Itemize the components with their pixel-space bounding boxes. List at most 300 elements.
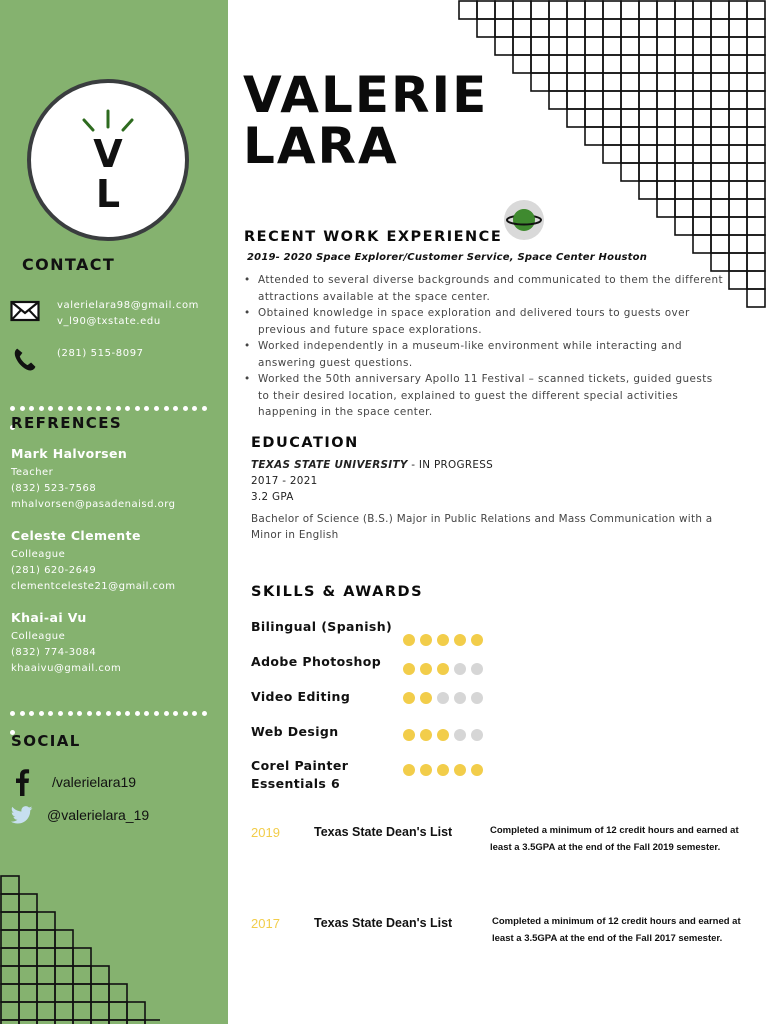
award-year: 2017 [251,916,280,931]
divider-dot [202,711,207,716]
divider-dot [96,406,101,411]
work-bullet: • Obtained knowledge in space exploration and delivered tours to guests over previous and future space explorations. [244,305,724,338]
contact-email-row [10,298,199,330]
grid-cell [19,930,37,948]
rating-dot-filled [471,634,483,646]
grid-cell [621,19,639,37]
grid-cell [747,1,765,19]
grid-cell [19,1020,37,1024]
grid-cell [37,1002,55,1020]
divider-dot [10,711,15,716]
rating-dot-filled [420,692,432,704]
grid-cell [693,127,711,145]
divider-dot [116,711,121,716]
contact-email-secondary[interactable]: v_l90@txstate.edu [57,316,161,327]
divider-dot [77,711,82,716]
grid-cell [585,91,603,109]
divider-dot [48,711,53,716]
grid-cell [91,1002,109,1020]
rating-dot-filled [437,663,449,675]
grid-cell [657,109,675,127]
grid-cell [73,984,91,1002]
grid-cell [729,19,747,37]
grid-cell [747,235,765,253]
grid-cell [639,1,657,19]
grid-cell [747,217,765,235]
sparkle-icon [78,105,138,135]
grid-cell [711,73,729,91]
grid-cell [729,163,747,181]
grid-cell [657,127,675,145]
divider-dot [96,711,101,716]
facebook-handle: /valerielara19 [52,774,137,790]
grid-cell [711,127,729,145]
grid-cell [675,181,693,199]
grid-cell [639,109,657,127]
skill-name: Adobe Photoshop [251,654,382,669]
work-bullet: • Worked independently in a museum-like environment while interacting and answering guest questions. [244,338,724,371]
rating-dot-filled [454,634,466,646]
grid-cell [675,163,693,181]
grid-cell [693,235,711,253]
grid-cell [91,1020,109,1024]
grid-cell [675,127,693,145]
reference-role: Colleague [11,631,66,642]
grid-cell [585,37,603,55]
grid-cell [531,73,549,91]
education-heading: EDUCATION [251,435,359,451]
grid-cell [1,930,19,948]
grid-cell [585,109,603,127]
grid-cell [711,19,729,37]
grid-cell [513,55,531,73]
grid-cell [693,55,711,73]
education-degree: Bachelor of Science (B.S.) Major in Public Relations and Mass Communication with a Minor in English [251,513,713,541]
grid-cell [585,55,603,73]
grid-cell [37,966,55,984]
divider-dot [20,711,25,716]
grid-cell [1,1020,19,1024]
rating-dot-empty [454,692,466,704]
grid-cell [747,91,765,109]
award-title: Texas State Dean's List [314,916,453,930]
grid-cell [729,91,747,109]
divider-dot [202,406,207,411]
reference-role: Colleague [11,549,66,560]
grid-cell [711,163,729,181]
divider-dot [68,406,73,411]
grid-cell [585,127,603,145]
grid-cell [585,73,603,91]
rating-dot-empty [471,663,483,675]
grid-cell [91,984,109,1002]
grid-cell [1,912,19,930]
rating-dot-empty [454,729,466,741]
last-name: LARA [243,117,399,175]
grid-cell [567,109,585,127]
award-title: Texas State Dean's List [314,825,453,839]
divider-dot [183,711,188,716]
divider-dot [173,711,178,716]
award-year: 2019 [251,825,280,840]
grid-cell [693,163,711,181]
grid-cell [621,73,639,91]
skill-name: Corel Painter Essentials 6 [251,758,349,791]
grid-cell [37,930,55,948]
divider-dot [58,406,63,411]
grid-cell [639,91,657,109]
grid-cell [37,948,55,966]
school-name: TEXAS STATE UNIVERSITY [251,459,408,471]
dotted-divider [10,396,216,402]
grid-cell [639,37,657,55]
reference-item [11,446,176,513]
grid-cell [675,109,693,127]
divider-dot [144,711,149,716]
divider-dot [164,711,169,716]
grid-cell [549,91,567,109]
grid-cell [729,145,747,163]
divider-dot [87,711,92,716]
divider-dot [29,406,34,411]
grid-cell [73,1002,91,1020]
grid-cell [621,91,639,109]
grid-cell [657,73,675,91]
grid-cell [747,145,765,163]
grid-cell [693,217,711,235]
work-bullet: • Worked the 50th anniversary Apollo 11 Festival – scanned tickets, guided guests to their desired location, explained to guest the different special activities happening in the space center. [244,371,724,421]
sidebar [0,0,228,1024]
grid-cell [711,1,729,19]
facebook-link[interactable] [14,768,136,796]
grid-cell [603,145,621,163]
grid-cell [91,966,109,984]
grid-cell [567,1,585,19]
grid-cell [729,253,747,271]
divider-dot [125,406,130,411]
work-experience-heading: RECENT WORK EXPERIENCE [244,229,503,245]
grid-cell [729,1,747,19]
grid-cell [37,1020,55,1024]
reference-name: Celeste Clemente [11,528,141,543]
reference-item [11,610,121,677]
divider-dot [154,406,159,411]
grid-decoration-top-right [458,0,768,310]
grid-cell [711,145,729,163]
rating-dot-filled [471,764,483,776]
reference-email: khaaivu@gmail.com [11,663,122,674]
grid-cell [675,1,693,19]
grid-cell [693,1,711,19]
job-title: 2019- 2020 Space Explorer/Customer Service, Space Center Houston [247,252,648,263]
grid-cell [747,271,765,289]
education-years: 2017 - 2021 [251,475,318,487]
grid-cell [603,73,621,91]
divider-dot [87,406,92,411]
divider-dot [135,406,140,411]
grid-cell [729,37,747,55]
grid-cell [55,1020,73,1024]
grid-cell [747,37,765,55]
divider-dot [77,406,82,411]
grid-cell [495,37,513,55]
twitter-icon [11,806,33,824]
divider-dot [58,711,63,716]
divider-dot [39,711,44,716]
grid-cell [513,1,531,19]
grid-cell [459,1,477,19]
grid-cell [621,1,639,19]
grid-cell [55,948,73,966]
grid-cell [477,19,495,37]
grid-cell [495,1,513,19]
grid-cell [711,235,729,253]
page-title [243,66,489,175]
first-name: VALERIE [243,66,489,124]
social-heading: SOCIAL [11,732,81,750]
grid-cell [693,91,711,109]
planet-icon [504,200,544,240]
divider-dot [48,406,53,411]
rating-dot-filled [403,764,415,776]
grid-cell [657,181,675,199]
grid-cell [657,91,675,109]
rating-dot-filled [420,764,432,776]
rating-dot-filled [437,634,449,646]
grid-cell [603,91,621,109]
grid-cell [477,1,495,19]
divider-dot [144,406,149,411]
rating-dot-filled [403,692,415,704]
divider-dot [68,711,73,716]
grid-cell [657,1,675,19]
divider-dot [106,711,111,716]
rating-dot-filled [403,729,415,741]
divider-dot [20,406,25,411]
education-gpa: 3.2 GPA [251,491,294,503]
grid-cell [531,19,549,37]
grid-cell [37,912,55,930]
grid-cell [1,948,19,966]
grid-cell [603,37,621,55]
rating-dot-empty [437,692,449,704]
grid-cell [639,145,657,163]
rating-dot-filled [403,634,415,646]
skill-name: Web Design [251,724,339,739]
grid-cell [19,966,37,984]
grid-cell [675,19,693,37]
work-bullet: • Attended to several diverse backgrounds and communicated to them the different attractions available at the space center. [244,272,724,305]
divider-dot [183,406,188,411]
grid-cell [73,966,91,984]
rating-dot-filled [437,729,449,741]
grid-cell [729,181,747,199]
grid-cell [675,199,693,217]
grid-cell [73,1020,91,1024]
grid-cell [531,37,549,55]
monogram-first-initial: V [93,132,123,176]
skill-rating [403,663,488,675]
contact-email-primary[interactable]: valerielara98@gmail.com [57,300,199,311]
grid-cell [621,109,639,127]
grid-cell [657,37,675,55]
grid-cell [729,235,747,253]
divider-dot [29,711,34,716]
grid-cell [747,19,765,37]
grid-cell [603,127,621,145]
grid-cell [55,930,73,948]
grid-cell [711,55,729,73]
grid-cell [603,109,621,127]
grid-cell [19,948,37,966]
grid-cell [73,948,91,966]
grid-cell [621,163,639,181]
grid-cell [711,91,729,109]
grid-cell [747,199,765,217]
grid-cell [145,1020,160,1024]
grid-cell [747,127,765,145]
grid-cell [109,1002,127,1020]
reference-name: Khai-ai Vu [11,610,87,625]
grid-cell [675,55,693,73]
grid-cell [711,109,729,127]
grid-cell [693,145,711,163]
grid-cell [513,19,531,37]
grid-cell [657,19,675,37]
contact-phone-row [10,346,144,372]
grid-cell [675,37,693,55]
grid-cell [1,984,19,1002]
grid-cell [567,19,585,37]
grid-cell [729,271,747,289]
grid-cell [37,984,55,1002]
grid-cell [1,1002,19,1020]
grid-cell [711,181,729,199]
skill-name: Bilingual (Spanish) [251,619,393,634]
grid-cell [19,1002,37,1020]
grid-cell [747,73,765,91]
grid-cell [531,1,549,19]
grid-cell [729,109,747,127]
grid-cell [621,37,639,55]
grid-cell [747,181,765,199]
grid-cell [621,55,639,73]
rating-dot-filled [420,634,432,646]
divider-dot [173,406,178,411]
award-description: Completed a minimum of 12 credit hours and earned at least a 3.5GPA at the end of the Fall 2019 semester. [490,825,739,853]
grid-cell [639,163,657,181]
skill-rating [403,634,488,646]
monogram-badge [27,79,189,241]
skill-name: Video Editing [251,689,351,704]
grid-cell [729,55,747,73]
grid-cell [693,109,711,127]
school-status: - IN PROGRESS [407,459,494,471]
grid-cell [675,73,693,91]
grid-cell [19,894,37,912]
grid-cell [109,984,127,1002]
reference-name: Mark Halvorsen [11,446,128,461]
grid-cell [639,181,657,199]
reference-phone: (281) 620-2649 [11,565,97,576]
skills-heading: SKILLS & AWARDS [251,584,424,600]
divider-dot [39,406,44,411]
grid-cell [729,217,747,235]
grid-cell [729,127,747,145]
contact-heading: CONTACT [22,255,116,274]
envelope-icon [10,298,40,324]
grid-cell [747,289,765,307]
grid-cell [693,37,711,55]
grid-cell [109,1020,127,1024]
grid-cell [711,199,729,217]
reference-email: mhalvorsen@pasadenaisd.org [11,499,176,510]
grid-cell [55,966,73,984]
grid-cell [603,19,621,37]
grid-cell [567,91,585,109]
grid-cell [55,1002,73,1020]
education-block [251,457,721,543]
contact-phone[interactable]: (281) 515-8097 [57,348,144,359]
grid-cell [729,199,747,217]
grid-cell [513,37,531,55]
grid-cell [567,73,585,91]
grid-cell [19,984,37,1002]
divider-dot [164,406,169,411]
rating-dot-filled [454,764,466,776]
reference-email: clementceleste21@gmail.com [11,581,176,592]
facebook-icon [14,768,30,796]
rating-dot-filled [420,663,432,675]
grid-cell [1,894,19,912]
grid-cell [729,73,747,91]
divider-dot [154,711,159,716]
grid-cell [1,966,19,984]
dotted-divider [10,701,216,707]
grid-cell [711,253,729,271]
reference-phone: (832) 774-3084 [11,647,97,658]
references-heading: REFRENCES [11,414,123,432]
grid-decoration-bottom-left [0,875,160,1024]
grid-cell [639,19,657,37]
divider-dot [192,406,197,411]
reference-item [11,528,175,595]
award-description: Completed a minimum of 12 credit hours and earned at least a 3.5GPA at the end of the Fall 2017 semester. [492,916,741,944]
grid-cell [549,55,567,73]
grid-cell [639,127,657,145]
grid-cell [711,37,729,55]
grid-cell [693,181,711,199]
grid-cell [19,912,37,930]
reference-phone: (832) 523-7568 [11,483,97,494]
grid-cell [639,73,657,91]
grid-cell [531,55,549,73]
grid-cell [675,91,693,109]
grid-cell [657,163,675,181]
rating-dot-empty [471,692,483,704]
grid-cell [549,1,567,19]
skill-rating [403,692,488,704]
grid-cell [657,199,675,217]
grid-cell [747,163,765,181]
twitter-link[interactable] [11,806,149,824]
grid-cell [495,19,513,37]
rating-dot-filled [420,729,432,741]
rating-dot-empty [471,729,483,741]
grid-cell [585,1,603,19]
divider-dot [192,711,197,716]
work-bullet-list [244,272,724,421]
